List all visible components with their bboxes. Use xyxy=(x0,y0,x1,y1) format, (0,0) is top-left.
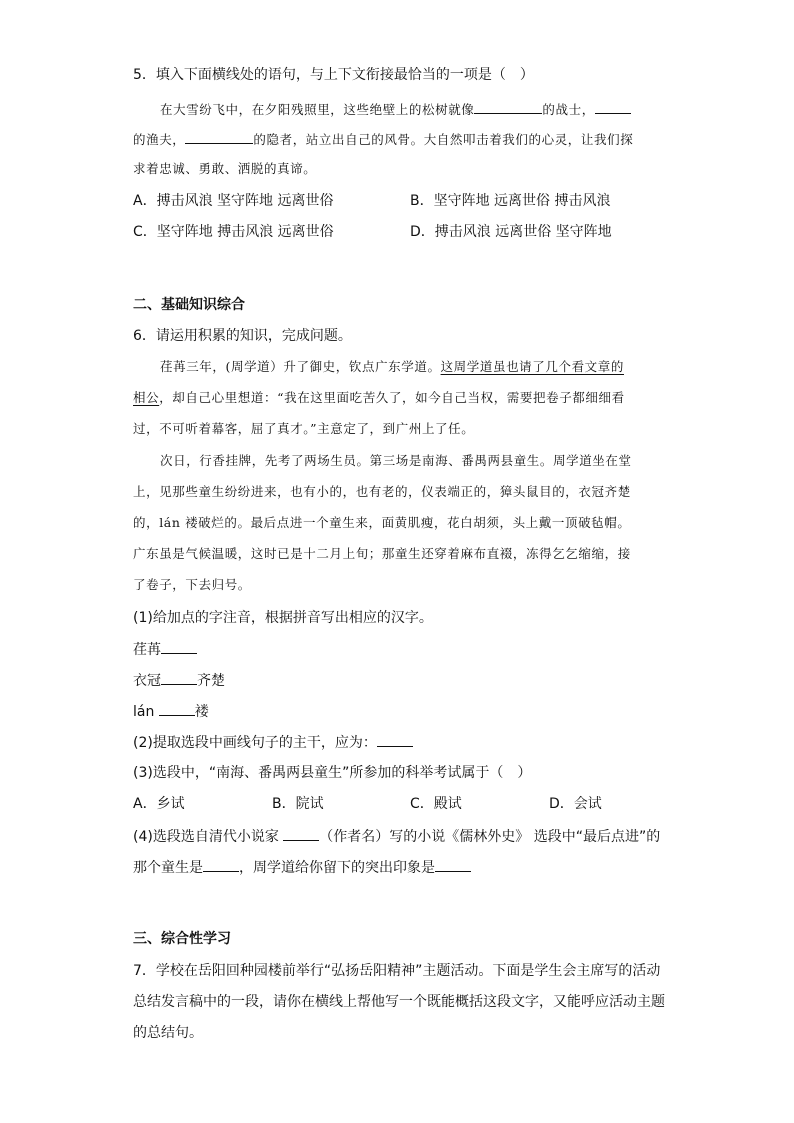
q6-passage-line: 次日，行香挂牌，先考了两场生员。第三场是南海、番禺两县童生。周学道坐在堂 xyxy=(160,453,632,468)
q6-fill-word: 齐楚 xyxy=(197,673,225,689)
q5-option-c[interactable]: C．坚守阵地 搏击风浪 远离世俗 xyxy=(133,224,334,240)
answer-blank[interactable] xyxy=(283,827,319,841)
q6-passage-line: 上，见那些童生纷纷进来，也有小的，也有老的，仪表端正的，獐头鼠目的，衣冠齐楚 xyxy=(133,484,631,499)
q5-passage-line3: 求着忠诚、勇敢、洒脱的真谛。 xyxy=(133,161,317,176)
answer-blank[interactable] xyxy=(161,640,197,654)
q6-passage-text: ，却自己心里想道：“我在这里面吃苦久了，如今自己当权，需要把卷子都细细看 xyxy=(159,390,625,405)
q6-sub3-option-c[interactable]: C．殿试 xyxy=(410,796,462,812)
section-heading: 二、基础知识综合 xyxy=(133,297,245,313)
answer-blank[interactable] xyxy=(185,130,253,144)
q6-passage-line: 广东虽是气候温暖，这时已是十二月上旬；那童生还穿着麻布直裰，冻得乞乞缩缩，接 xyxy=(133,546,631,561)
q6-passage-text: 荏苒三年，(周学道）升了御史，钦点广东学道。 xyxy=(160,359,441,374)
q6-sub4-line1 xyxy=(133,827,660,846)
answer-blank[interactable] xyxy=(595,100,631,114)
answer-blank[interactable] xyxy=(161,671,197,685)
q6-sub4-line2 xyxy=(133,858,471,877)
q6-passage-line xyxy=(133,389,663,407)
q6-fill-word: lán xyxy=(133,704,155,720)
underlined-sentence: 这周学道虽也请了几个看文章的 xyxy=(440,359,624,374)
q6-fill-word: 荏苒 xyxy=(133,642,161,658)
section-heading: 三、综合性学习 xyxy=(133,931,231,947)
q5-passage-text: 的渔夫， xyxy=(133,132,186,147)
q6-sub3-option-d[interactable]: D．会试 xyxy=(549,796,602,812)
q6-sub4-text: ，周学道给你留下的突出印象是 xyxy=(239,860,435,876)
q6-passage-line: 过，不可听着幕客，屈了真才。”主意定了，到广州上了任。 xyxy=(133,421,475,436)
q7-line: 7．学校在岳阳回种园楼前举行“弘扬岳阳精神”主题活动。下面是学生会主席写的活动 xyxy=(133,963,661,979)
q6-sub3-option-b[interactable]: B．院试 xyxy=(272,796,324,812)
answer-blank[interactable] xyxy=(159,702,195,716)
answer-blank[interactable] xyxy=(377,733,413,747)
q6-passage-line: 了卷子，下去归号。 xyxy=(133,577,251,592)
q5-passage-line2 xyxy=(133,130,663,149)
q6-fill-item xyxy=(133,640,197,659)
q6-stem: 6．请运用积累的知识，完成问题。 xyxy=(133,328,352,344)
q5-option-a[interactable]: A．搏击风浪 坚守阵地 远离世俗 xyxy=(133,193,334,209)
q7-line: 总结发言稿中的一段，请你在横线上帮他写一个既能概括这段文字，又能呼应活动主题 xyxy=(133,994,665,1010)
q5-passage-text: 的战士， xyxy=(542,102,595,117)
q6-sub2 xyxy=(133,733,413,752)
q6-fill-word: 衣冠 xyxy=(133,673,161,689)
q6-passage-line xyxy=(133,358,690,376)
q6-passage-line: 的，lán 褛破烂的。最后点进一个童生来，面黄肌瘦，花白胡须，头上戴一顶破毡帽。 xyxy=(133,515,631,530)
q6-sub1: (1)给加点的字注音，根据拼音写出相应的汉字。 xyxy=(133,610,433,626)
q6-fill-word: 褛 xyxy=(194,704,209,720)
q7-line: 的总结句。 xyxy=(133,1025,203,1041)
q6-sub2-text: (2)提取选段中画线句子的主干，应为： xyxy=(133,735,377,751)
q6-sub4-text: （作者名）写的小说《儒林外史》 选段中“最后点进”的 xyxy=(319,829,661,845)
q5-passage-line1 xyxy=(133,100,690,119)
underlined-sentence: 相公 xyxy=(133,390,160,405)
answer-blank[interactable] xyxy=(474,100,542,114)
answer-blank[interactable] xyxy=(435,858,471,872)
q6-sub4-text: (4)选段选自清代小说家 xyxy=(133,829,279,845)
q6-sub3-option-a[interactable]: A．乡试 xyxy=(133,796,185,812)
q5-option-d[interactable]: D．搏击风浪 远离世俗 坚守阵地 xyxy=(410,224,612,240)
q6-sub4-text: 那个童生是 xyxy=(133,860,203,876)
q5-option-b[interactable]: B．坚守阵地 远离世俗 搏击风浪 xyxy=(410,193,611,209)
q6-fill-item xyxy=(133,671,225,690)
q6-sub3: (3)选段中，“南海、番禺两县童生”所参加的科举考试属于（ ） xyxy=(133,765,532,781)
q5-stem: 5．填入下面横线处的语句，与上下文衔接最恰当的一项是（ ） xyxy=(133,67,534,83)
q5-passage-text: 在大雪纷飞中，在夕阳残照里，这些绝壁上的松树就像 xyxy=(160,102,475,117)
q5-passage-text: 的隐者，站立出自己的风骨。大自然叩击着我们的心灵，让我们探 xyxy=(253,132,634,147)
answer-blank[interactable] xyxy=(203,858,239,872)
q6-fill-item xyxy=(133,702,209,721)
